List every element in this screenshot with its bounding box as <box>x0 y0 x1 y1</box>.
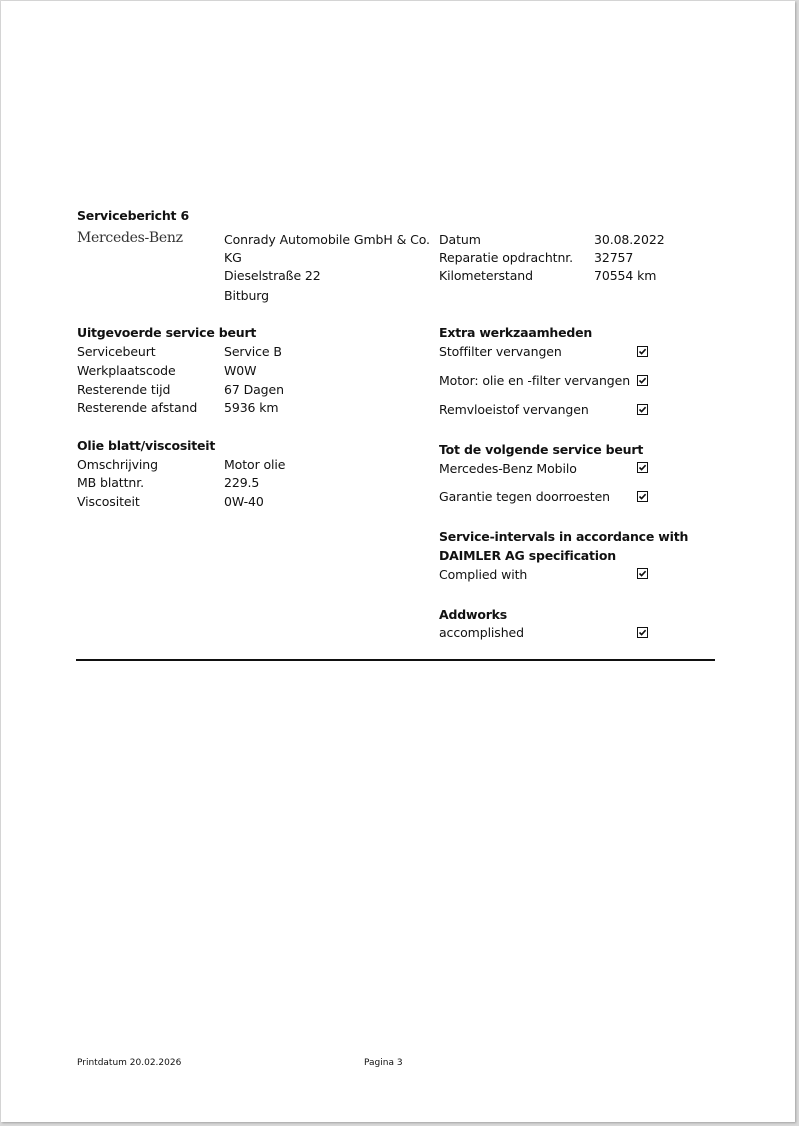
oil-sheet-value: 229.5 <box>224 475 260 490</box>
oil-description-label: Omschrijving <box>77 457 158 472</box>
extra-item-label: Motor: olie en -filter vervangen <box>439 373 631 388</box>
remaining-distance-value: 5936 km <box>224 400 279 415</box>
intervals-heading-line1: Service-intervals in accordance with <box>439 529 689 544</box>
next-item-checkbox[interactable] <box>637 462 648 473</box>
oil-description-value: Motor olie <box>224 457 286 472</box>
section-divider <box>76 659 715 661</box>
extra-item-label: Stoffilter vervangen <box>439 344 562 359</box>
meta-label-mileage: Kilometerstand <box>439 268 533 283</box>
workshop-code-value: W0W <box>224 363 257 378</box>
extra-heading: Extra werkzaamheden <box>439 325 593 340</box>
intervals-item-label: Complied with <box>439 567 528 582</box>
document-page <box>1 1 795 1122</box>
meta-label-order: Reparatie opdrachtnr. <box>439 250 574 265</box>
intervals-item-checkbox[interactable] <box>637 568 648 579</box>
remaining-time-label: Resterende tijd <box>77 382 171 397</box>
addworks-item-label: accomplished <box>439 625 524 640</box>
dealer-name-line2: KG <box>224 250 242 265</box>
checkmark-icon <box>638 463 647 472</box>
next-item-label: Garantie tegen doorroesten <box>439 489 610 504</box>
intervals-heading-line2: DAIMLER AG specification <box>439 548 616 563</box>
footer-page-number: Pagina 3 <box>364 1058 403 1068</box>
footer-printdate: Printdatum 20.02.2026 <box>77 1058 182 1068</box>
service-value: Service B <box>224 344 282 359</box>
extra-item-label: Remvloeistof vervangen <box>439 402 589 417</box>
next-heading: Tot de volgende service beurt <box>439 442 644 457</box>
meta-value-order: 32757 <box>594 250 634 265</box>
brand-logo: Mercedes-Benz <box>77 230 183 246</box>
oil-heading: Olie blatt/viscositeit <box>77 438 216 453</box>
remaining-distance-label: Resterende afstand <box>77 400 198 415</box>
checkmark-icon <box>638 376 647 385</box>
service-heading: Uitgevoerde service beurt <box>77 325 257 340</box>
addworks-item-checkbox[interactable] <box>637 627 648 638</box>
checkmark-icon <box>638 405 647 414</box>
meta-value-mileage: 70554 km <box>594 268 657 283</box>
remaining-time-value: 67 Dagen <box>224 382 284 397</box>
dealer-city: Bitburg <box>224 288 269 303</box>
viscosity-value: 0W-40 <box>224 494 264 509</box>
meta-label-date: Datum <box>439 232 481 247</box>
oil-sheet-label: MB blattnr. <box>77 475 144 490</box>
checkmark-icon <box>638 492 647 501</box>
next-item-label: Mercedes-Benz Mobilo <box>439 461 577 476</box>
dealer-street: Dieselstraße 22 <box>224 268 321 283</box>
service-label: Servicebeurt <box>77 344 156 359</box>
checkmark-icon <box>638 628 647 637</box>
checkmark-icon <box>638 569 647 578</box>
meta-value-date: 30.08.2022 <box>594 232 665 247</box>
extra-item-checkbox[interactable] <box>637 404 648 415</box>
viscosity-label: Viscositeit <box>77 494 140 509</box>
dealer-name-line1: Conrady Automobile GmbH & Co. <box>224 232 430 247</box>
addworks-heading: Addworks <box>439 607 508 622</box>
extra-item-checkbox[interactable] <box>637 346 648 357</box>
extra-item-checkbox[interactable] <box>637 375 648 386</box>
next-item-checkbox[interactable] <box>637 491 648 502</box>
checkmark-icon <box>638 347 647 356</box>
workshop-code-label: Werkplaatscode <box>77 363 176 378</box>
report-title: Servicebericht 6 <box>77 208 189 223</box>
